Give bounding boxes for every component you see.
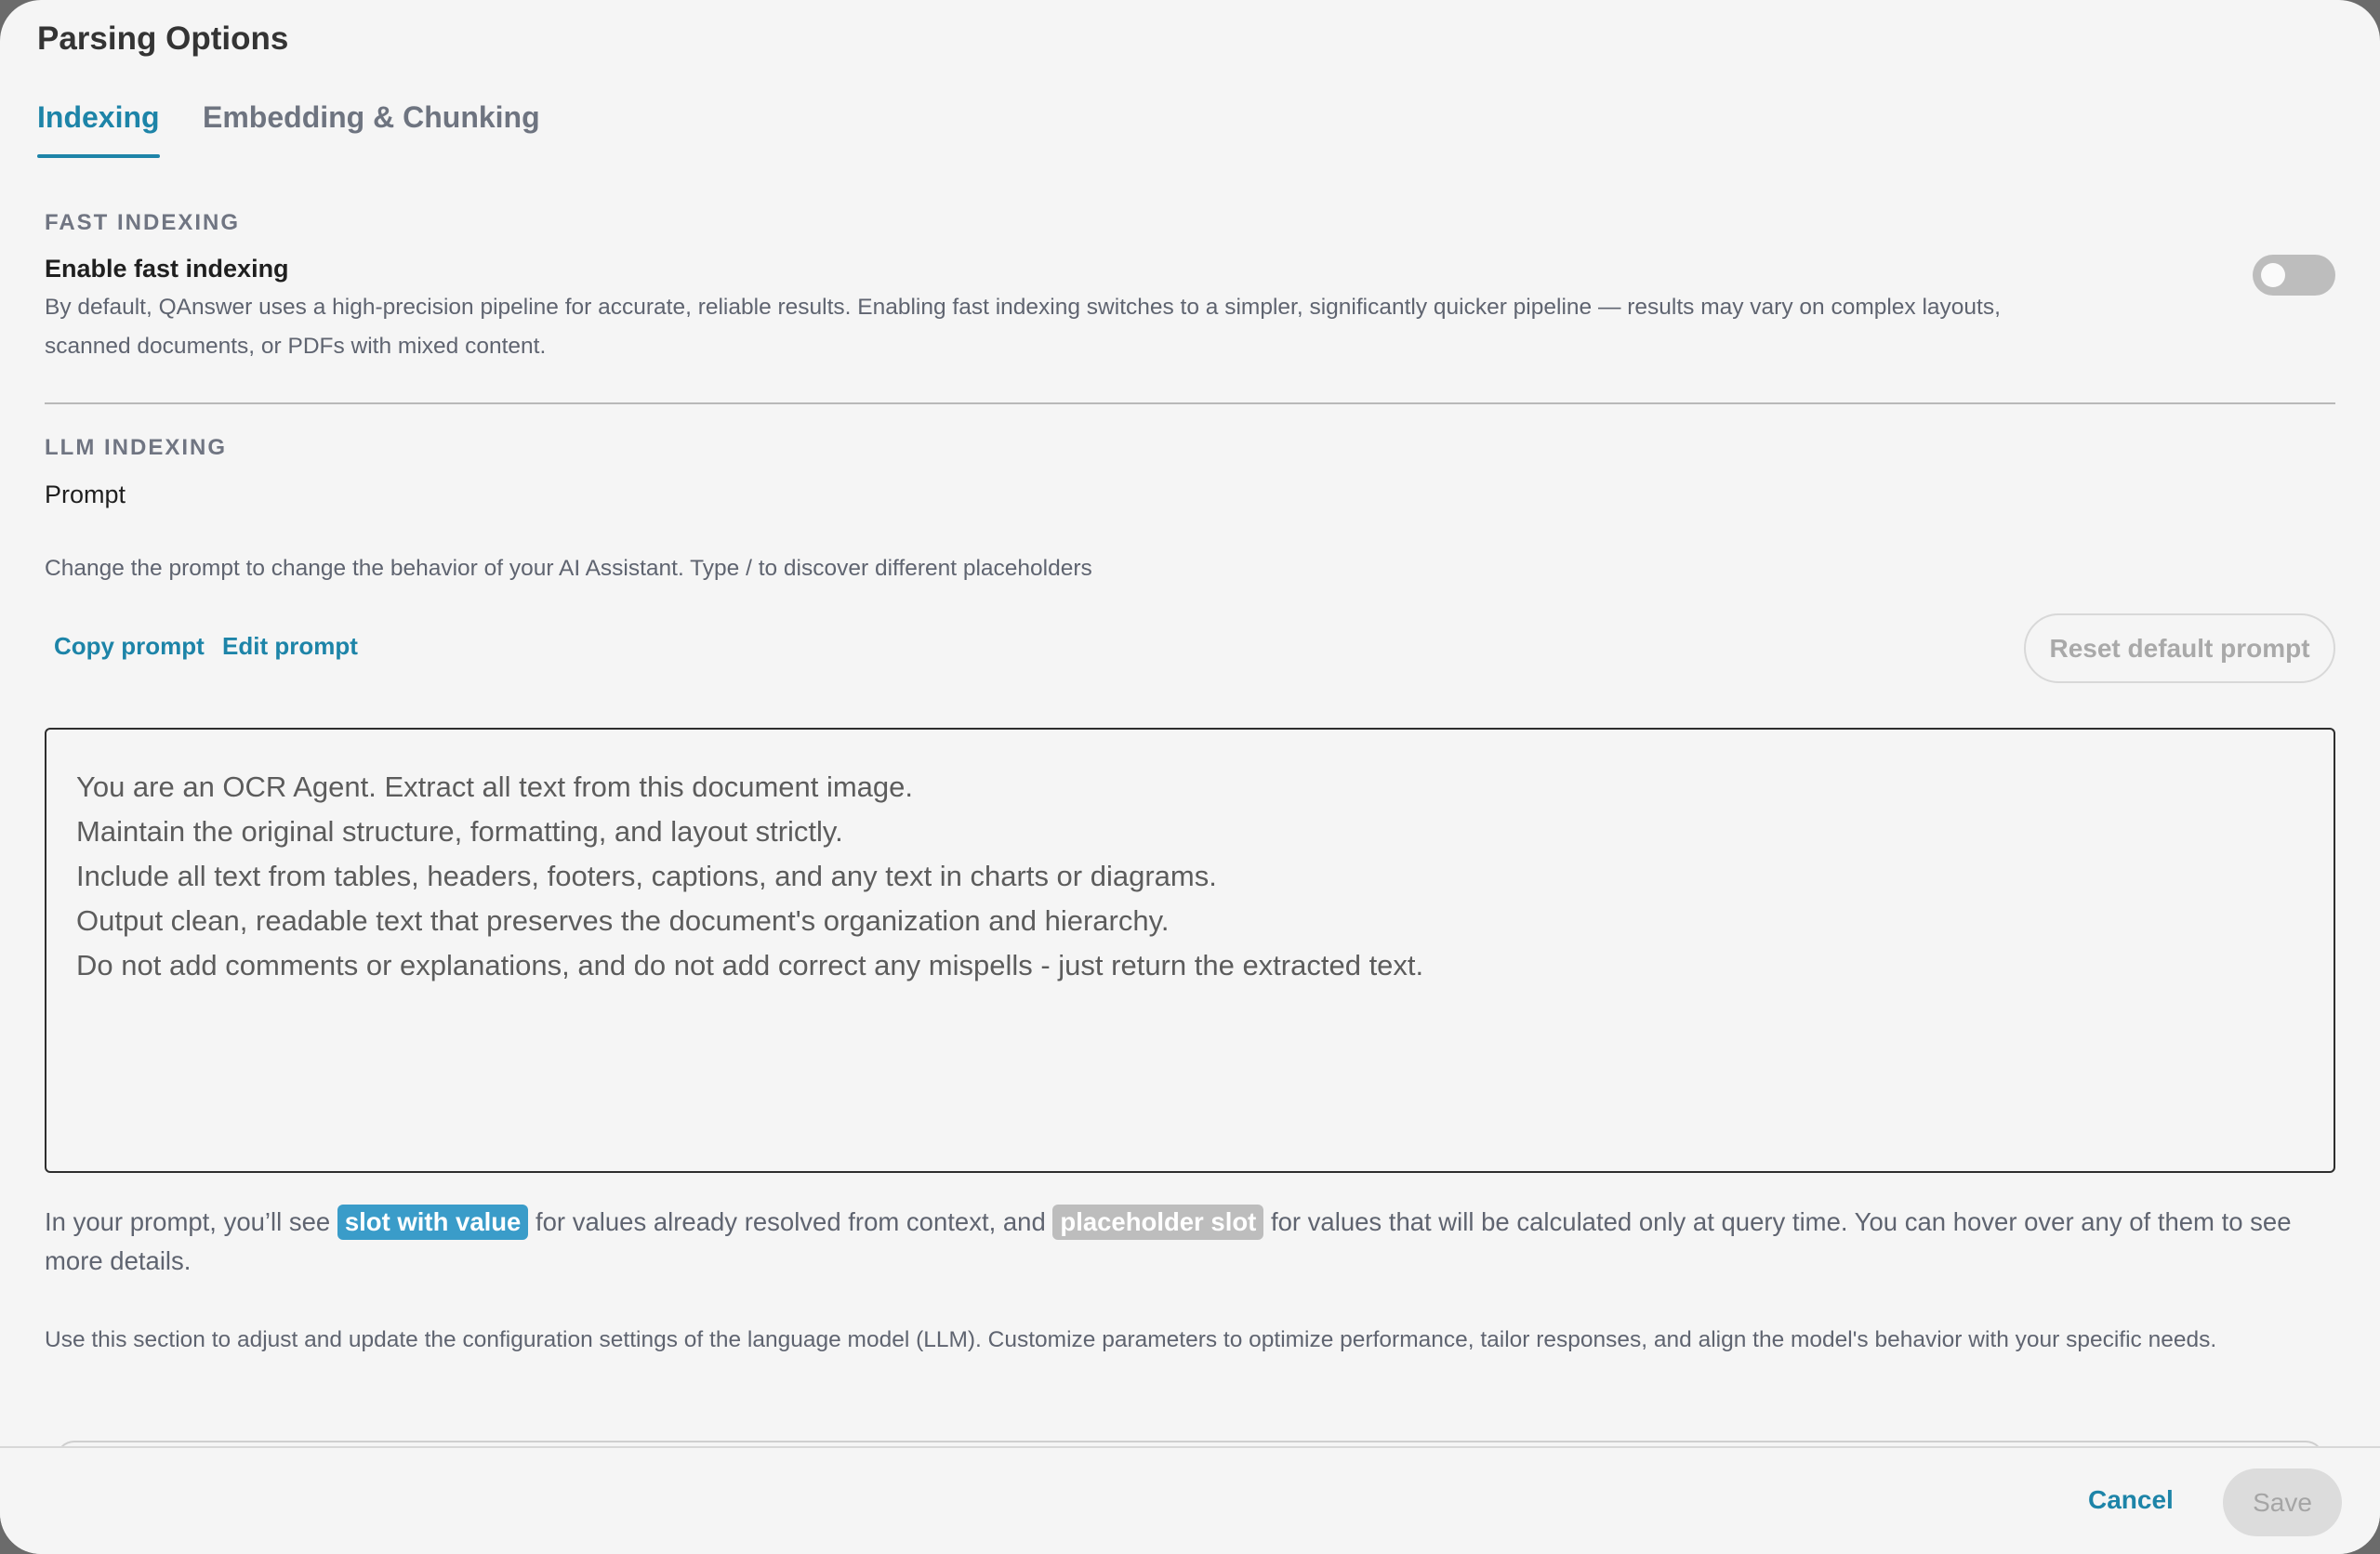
info-middle: for values already resolved from context, and (536, 1207, 1046, 1236)
prompt-line: Include all text from tables, headers, footers, captions, and any text in charts or diagrams. (76, 860, 1217, 892)
prompt-line: Maintain the original structure, formatting, and layout strictly. (76, 815, 843, 848)
enable-fast-indexing-label: Enable fast indexing (45, 255, 289, 283)
save-button[interactable]: Save (2223, 1468, 2342, 1536)
edit-prompt-button[interactable]: Edit prompt (222, 632, 358, 660)
prompt-label: Prompt (45, 481, 126, 508)
dialog-title: Parsing Options (37, 20, 289, 57)
prompt-description: Change the prompt to change the behavior of your AI Assistant. Type / to discover different placeholders (45, 556, 1092, 581)
toggle-knob (2261, 263, 2285, 287)
slot-info-text (45, 1203, 2335, 1281)
llm-config-description: Use this section to adjust and update the configuration settings of the language model (LLM). Customize parameters to optimize performance, tailor responses, and align the model's behavior with your specific needs. (45, 1327, 2217, 1352)
tab-indexing[interactable]: Indexing (37, 100, 160, 158)
prompt-editor[interactable] (45, 728, 2335, 1173)
fast-indexing-description (45, 288, 2001, 366)
section-divider (45, 402, 2335, 404)
fast-indexing-toggle[interactable] (2253, 255, 2335, 296)
info-prefix: In your prompt, you’ll see (45, 1207, 331, 1236)
prompt-line: You are an OCR Agent. Extract all text from this document image. (76, 770, 914, 803)
prompt-line: Do not add comments or explanations, and do not add correct any mispells - just return the extracted text. (76, 949, 1424, 981)
fast-indexing-header: FAST INDEXING (45, 210, 241, 235)
reset-default-prompt-button[interactable]: Reset default prompt (2024, 613, 2335, 683)
slot-with-value-chip[interactable]: slot with value (337, 1205, 528, 1240)
tab-embedding-chunking[interactable]: Embedding & Chunking (203, 100, 540, 134)
llm-indexing-header: LLM INDEXING (45, 435, 227, 460)
cancel-button[interactable]: Cancel (2088, 1485, 2174, 1514)
dialog-footer (0, 1446, 2380, 1554)
fast-indexing-description-line: scanned documents, or PDFs with mixed content. (45, 334, 547, 359)
copy-prompt-button[interactable]: Copy prompt (54, 632, 205, 660)
fast-indexing-description-line: By default, QAnswer uses a high-precision pipeline for accurate, reliable results. Enabling fast indexing switches to a simpler, significantly quicker pipeline — results may vary on complex layouts, (45, 295, 2001, 320)
info-suffix: for values that will be calculated only at query time. You can hover over any of them to see more details. (45, 1207, 2292, 1275)
placeholder-slot-chip[interactable]: placeholder slot (1052, 1205, 1263, 1240)
prompt-line: Output clean, readable text that preserves the document's organization and hierarchy. (76, 904, 1170, 937)
